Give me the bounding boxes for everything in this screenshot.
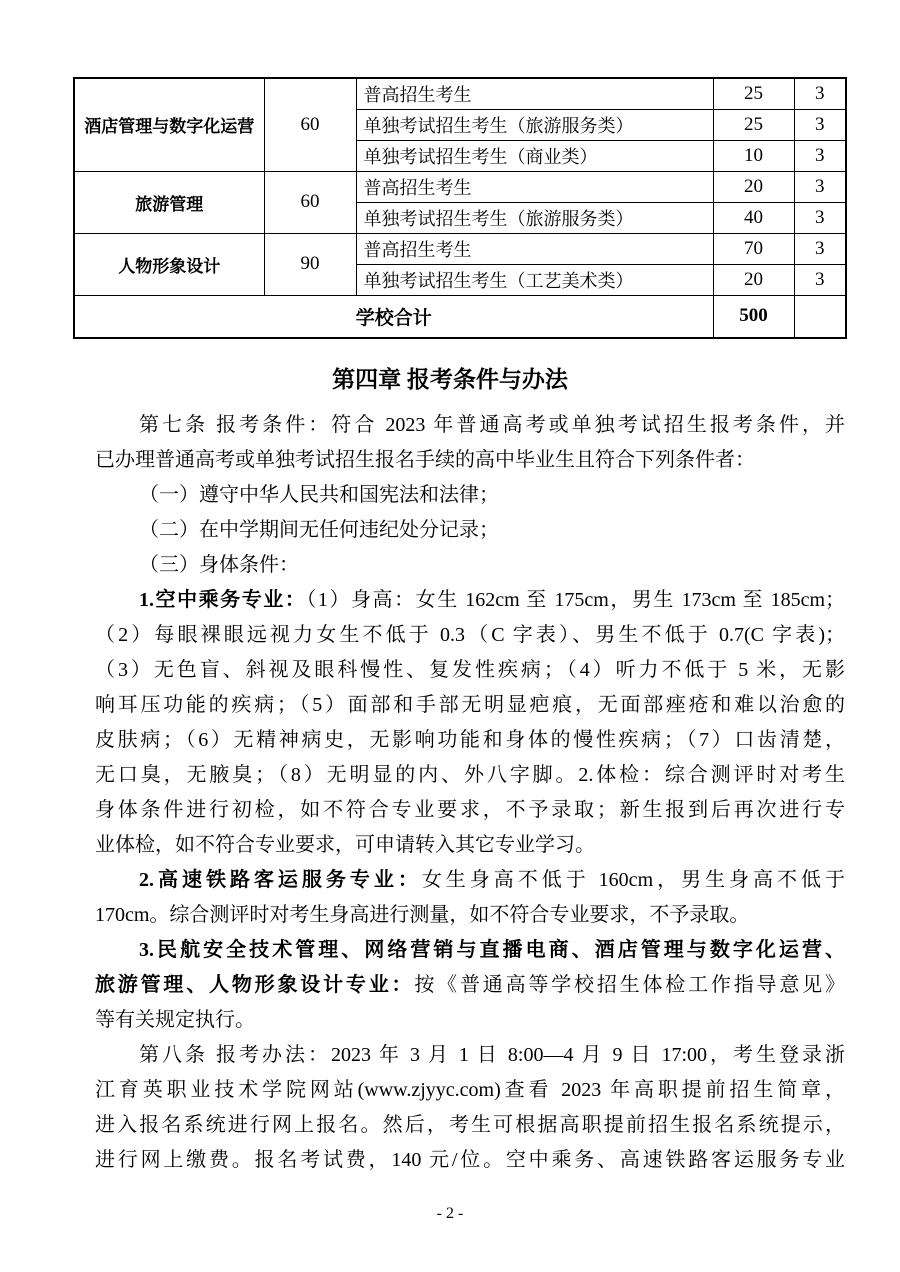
text-line	[95, 443, 845, 478]
count-cell: 20	[713, 264, 794, 295]
text-segment: （1）身高：女生 162cm 至 175cm，男生 173cm 至 185cm；	[306, 589, 845, 611]
text-line	[95, 723, 845, 758]
text-segment: 皮肤病；（6）无精神病史，无影响功能和身体的慢性疾病；（7）口齿清楚，	[95, 729, 845, 751]
plan-cell: 60	[264, 171, 356, 233]
text-segment: （3）无色盲、斜视及眼科慢性、复发性疾病；（4）听力不低于 5 米，无影	[95, 659, 845, 681]
table-row	[74, 233, 846, 264]
text-segment: （二）在中学期间无任何违纪处分记录；	[139, 519, 499, 541]
text-line	[95, 1003, 845, 1038]
text-segment: 已办理普通高考或单独考试招生报名手续的高中毕业生且符合下列条件者：	[95, 449, 755, 471]
text-line	[95, 758, 845, 793]
text-line	[95, 583, 845, 618]
text-line	[95, 1108, 845, 1143]
text-line	[95, 863, 845, 898]
years-cell: 3	[794, 233, 846, 264]
text-line	[95, 548, 845, 583]
text-line	[95, 793, 845, 828]
text-segment: 业体检，如不符合专业要求，可申请转入其它专业学习。	[95, 834, 595, 856]
text-line	[95, 968, 845, 1003]
category-cell: 单独考试招生考生（旅游服务类）	[356, 202, 713, 233]
count-cell: 70	[713, 233, 794, 264]
text-line	[95, 513, 845, 548]
text-segment: 第七条 报考条件：符合 2023 年普通高考或单独考试招生报考条件，并	[139, 414, 845, 436]
category-cell: 普高招生考生	[356, 233, 713, 264]
count-cell: 20	[713, 171, 794, 202]
text-segment: 进入报名系统进行网上报名。然后，考生可根据高职提前招生报名系统提示，	[95, 1114, 845, 1136]
count-cell: 25	[713, 78, 794, 109]
text-line	[95, 478, 845, 513]
body-text	[95, 408, 845, 1178]
text-segment: 身体条件进行初检，如不符合专业要求，不予录取；新生报到后再次进行专	[95, 799, 845, 821]
text-segment: （三）身体条件：	[139, 554, 299, 576]
text-segment: 第八条 报考办法：2023 年 3 月 1 日 8:00—4 月 9 日 17:00，考生登录浙	[139, 1044, 845, 1066]
text-segment: 进行网上缴费。报名考试费，140 元/位。空中乘务、高速铁路客运服务专业	[95, 1149, 845, 1171]
text-line	[95, 933, 845, 968]
count-cell: 25	[713, 109, 794, 140]
bold-text-segment: 旅游管理、人物形象设计专业：	[95, 974, 415, 996]
text-line	[95, 1038, 845, 1073]
text-segment: 170cm。综合测评时对考生身高进行测量，如不符合专业要求，不予录取。	[95, 904, 750, 926]
text-line	[95, 898, 845, 933]
total-count-cell: 500	[713, 295, 794, 338]
text-segment: 等有关规定执行。	[95, 1009, 255, 1031]
text-line	[95, 1073, 845, 1108]
years-cell: 3	[794, 109, 846, 140]
table-row	[74, 78, 846, 109]
category-cell: 普高招生考生	[356, 78, 713, 109]
plan-table-body	[74, 78, 846, 338]
text-line	[95, 408, 845, 443]
text-segment: （2）每眼裸眼远视力女生不低于 0.3（C 字表）、男生不低于 0.7(C 字表)；	[95, 624, 845, 646]
total-label-cell: 学校合计	[74, 295, 713, 338]
text-line	[95, 828, 845, 863]
major-cell: 旅游管理	[74, 171, 264, 233]
major-cell: 酒店管理与数字化运营	[74, 78, 264, 171]
enrollment-plan-table	[73, 77, 847, 339]
plan-cell: 90	[264, 233, 356, 295]
text-segment: 无口臭，无腋臭；（8）无明显的内、外八字脚。2.体检：综合测评时对考生	[95, 764, 845, 786]
plan-cell: 60	[264, 78, 356, 171]
total-years-cell	[794, 295, 846, 338]
page-number: - 2 -	[436, 1205, 464, 1222]
text-line	[95, 1143, 845, 1178]
years-cell: 3	[794, 264, 846, 295]
years-cell: 3	[794, 140, 846, 171]
years-cell: 3	[794, 78, 846, 109]
table-row	[74, 171, 846, 202]
bold-text-segment: 1.空中乘务专业：	[139, 589, 307, 611]
bold-text-segment: 3.民航安全技术管理、网络营销与直播电商、酒店管理与数字化运营、	[139, 939, 845, 961]
chapter-heading: 第四章 报考条件与办法	[332, 367, 568, 392]
table-total-row	[74, 295, 846, 338]
text-segment: 江育英职业技术学院网站(www.zjyyc.com)查看 2023 年高职提前招生简章，	[95, 1079, 845, 1101]
text-segment: （一）遵守中华人民共和国宪法和法律；	[139, 484, 499, 506]
text-line	[95, 618, 845, 653]
category-cell: 普高招生考生	[356, 171, 713, 202]
category-cell: 单独考试招生考生（商业类）	[356, 140, 713, 171]
bold-text-segment: 2.高速铁路客运服务专业：	[139, 869, 422, 891]
text-line	[95, 653, 845, 688]
text-segment: 女生身高不低于 160cm，男生身高不低于	[421, 869, 845, 891]
years-cell: 3	[794, 202, 846, 233]
text-line	[95, 688, 845, 723]
years-cell: 3	[794, 171, 846, 202]
text-segment: 响耳压功能的疾病；（5）面部和手部无明显疤痕，无面部痤疮和难以治愈的	[95, 694, 845, 716]
count-cell: 40	[713, 202, 794, 233]
text-segment: 按《普通高等学校招生体检工作指导意见》	[414, 974, 845, 996]
category-cell: 单独考试招生考生（工艺美术类）	[356, 264, 713, 295]
major-cell: 人物形象设计	[74, 233, 264, 295]
count-cell: 10	[713, 140, 794, 171]
category-cell: 单独考试招生考生（旅游服务类）	[356, 109, 713, 140]
